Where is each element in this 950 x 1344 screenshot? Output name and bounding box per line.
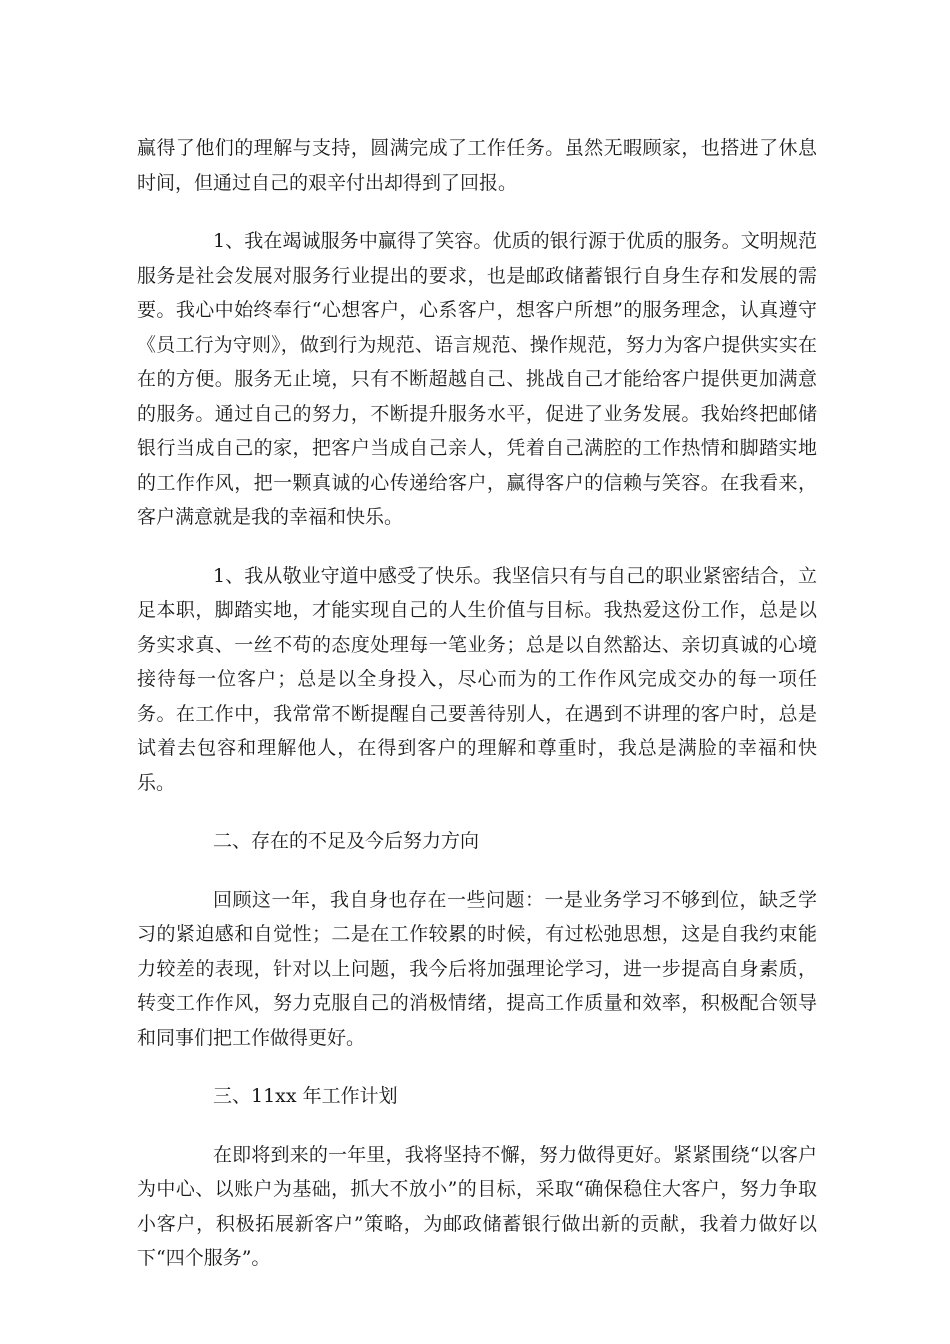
section-heading-work-plan: 三、11xx 年工作计划 — [213, 1085, 398, 1107]
paragraph-plan: 在即将到来的一年里，我将坚持不懈，努力做得更好。紧紧围绕“以客户为中心、以账户为基础，抓大不放小”的目标，采取“确保稳住大客户，努力争取小客户，积极拓展新客户”策略，为邮政储蓄银行做出新的贡献，我着力做好以下“四个服务”。 — [137, 1143, 817, 1269]
paragraph-review: 回顾这一年，我自身也存在一些问题：一是业务学习不够到位，缺乏学习的紧迫感和自觉性；二是在工作较累的时候，有过松弛思想，这是自我约束能力较差的表现，针对以上问题，我今后将加强理论学习，进一步提高自身素质，转变工作作风，努力克服自己的消极情绪，提高工作质量和效率，积极配合领导和同事们把工作做得更好。 — [137, 888, 817, 1049]
document-body — [137, 131, 817, 1300]
paragraph-continuation: 赢得了他们的理解与支持，圆满完成了工作任务。虽然无暇顾家，也搭进了休息时间，但通过自己的艰辛付出却得到了回报。 — [137, 137, 817, 194]
section-heading-shortcomings: 二、存在的不足及今后努力方向 — [213, 830, 480, 852]
paragraph-service-smile: 1、我在竭诚服务中赢得了笑容。优质的银行源于优质的服务。文明规范服务是社会发展对服务行业提出的要求，也是邮政储蓄银行自身生存和发展的需要。我心中始终奉行“心想客户，心系客户，想客户所想”的服务理念，认真遵守《员工行为守则》，做到行为规范、语言规范、操作规范，努力为客户提供实实在在的方便。服务无止境，只有不断超越自己、挑战自己才能给客户提供更加满意的服务。通过自己的努力，不断提升服务水平，促进了业务发展。我始终把邮储银行当成自己的家，把客户当成自己亲人，凭着自己满腔的工作热情和脚踏实地的工作作风，把一颗真诚的心传递给客户，赢得客户的信赖与笑容。在我看来，客户满意就是我的幸福和快乐。 — [137, 230, 817, 528]
paragraph-dedication-joy: 1、我从敬业守道中感受了快乐。我坚信只有与自己的职业紧密结合，立足本职，脚踏实地，才能实现自己的人生价值与目标。我热爱这份工作，总是以务实求真、一丝不苟的态度处理每一笔业务；总是以自然豁达、亲切真诚的心境接待每一位客户；总是以全身投入，尽心而为的工作作风完成交办的每一项任务。在工作中，我常常不断提醒自己要善待别人，在遇到不讲理的客户时，总是试着去包容和理解他人，在得到客户的理解和尊重时，我总是满脸的幸福和快乐。 — [137, 564, 817, 794]
